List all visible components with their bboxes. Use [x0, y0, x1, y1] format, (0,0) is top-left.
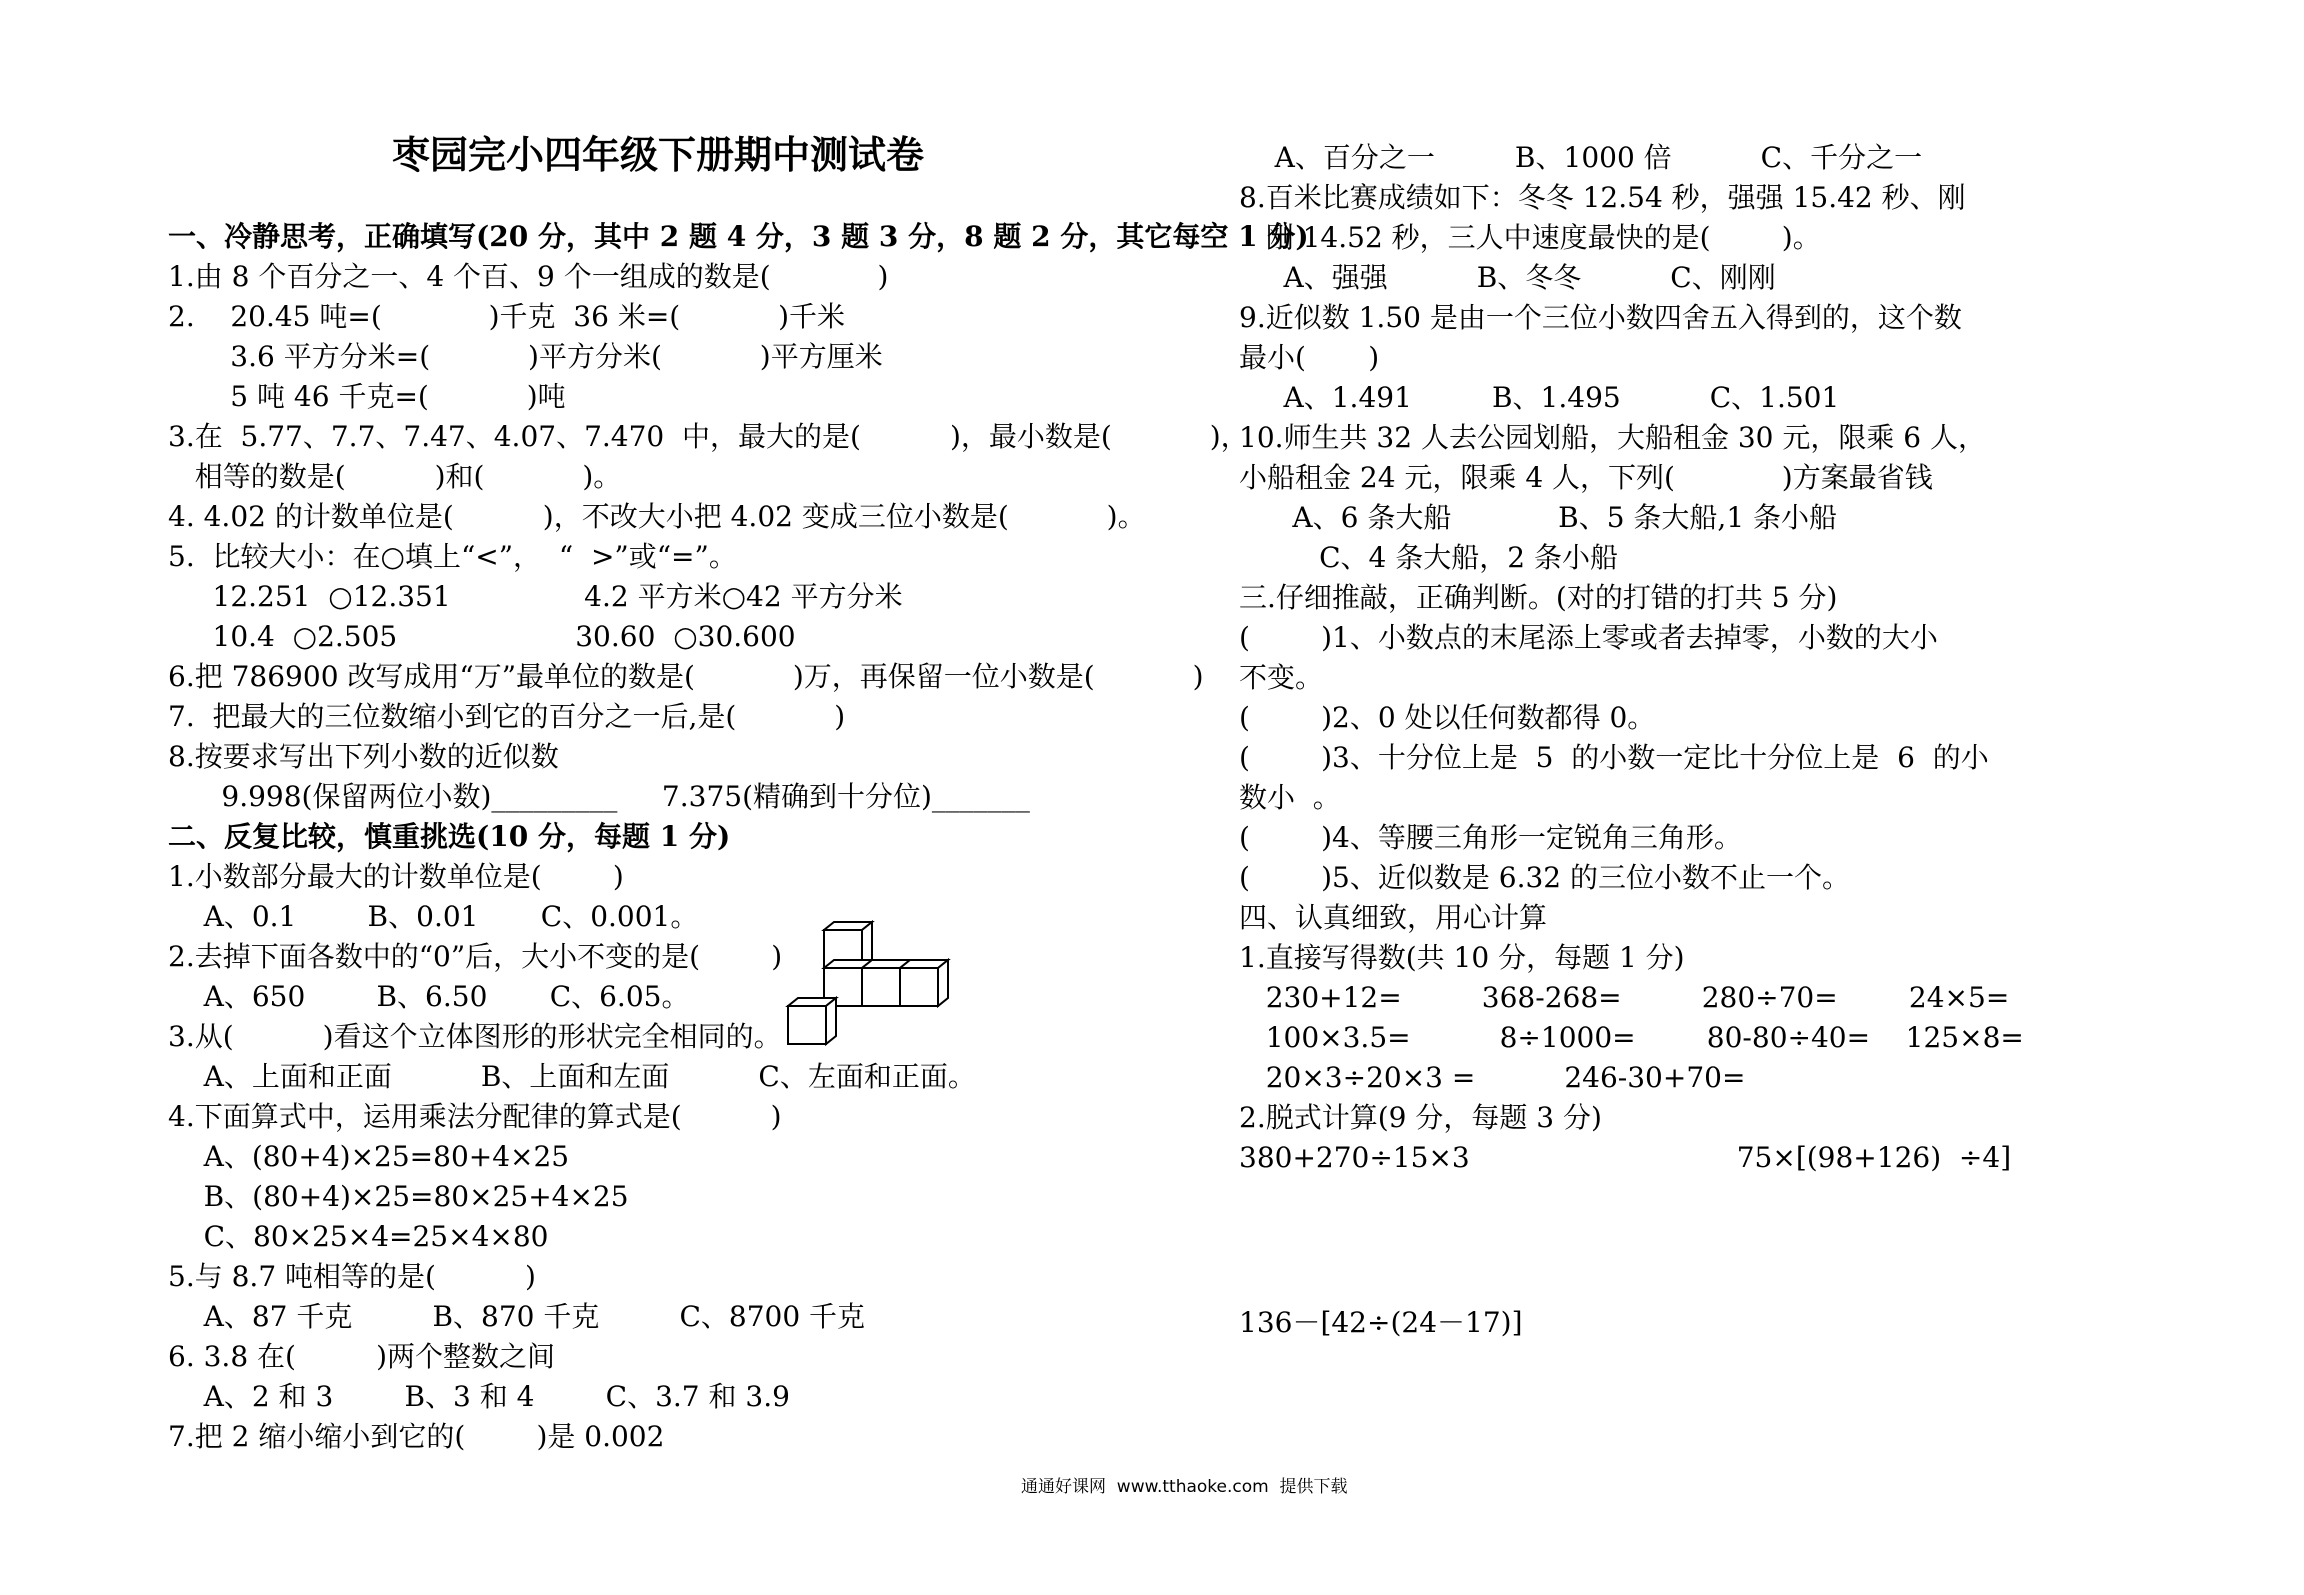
left-line: 相等的数是( )和( )。 — [168, 460, 622, 493]
left-line: 6. 3.8 在( )两个整数之间 — [168, 1340, 555, 1373]
right-line: 2.脱式计算(9 分，每题 3 分) — [1239, 1101, 1602, 1134]
right-line: ( )3、十分位上是 5 的小数一定比十分位上是 6 的小 — [1239, 741, 1989, 774]
left-line: 5. 比较大小：在○填上“<”， “ >”或“=”。 — [168, 540, 737, 573]
left-line: 10.4 ○2.505 30.60 ○30.600 — [168, 620, 796, 653]
right-line: 230+12= 368-268= 280÷70= 24×5= — [1239, 981, 2010, 1014]
right-line: ( )4、等腰三角形一定锐角三角形。 — [1239, 821, 1742, 854]
right-line: 9.近似数 1.50 是由一个三位小数四舍五入得到的，这个数 — [1239, 301, 1962, 334]
left-line: 一、冷静思考，正确填写(20 分，其中 2 题 4 分，3 题 3 分，8 题 2 分，其它每空 1 分) — [168, 220, 1309, 253]
right-line: ( )1、小数点的末尾添上零或者去掉零，小数的大小 — [1239, 621, 1938, 654]
left-line: A、2 和 3 B、3 和 4 C、3.7 和 3.9 — [168, 1380, 790, 1413]
right-line: 10.师生共 32 人去公园划船，大船租金 30 元，限乘 6 人， — [1239, 421, 1987, 454]
right-line: ( )2、0 处以任何数都得 0。 — [1239, 701, 1656, 734]
left-line: C、80×25×4=25×4×80 — [168, 1220, 549, 1253]
right-line: 数小 。 — [1239, 781, 1341, 814]
page-title: 枣园完小四年级下册期中测试卷 — [392, 132, 925, 177]
left-line: 8.按要求写出下列小数的近似数 — [168, 740, 559, 773]
right-line: 小船租金 24 元，限乘 4 人，下列( )方案最省钱 — [1239, 461, 1933, 494]
left-line: 5 吨 46 千克=( )吨 — [168, 380, 566, 413]
left-line: 3.在 5.77、7.7、7.47、4.07、7.470 中，最大的是( )，最小数是( )， — [168, 420, 1249, 453]
left-line: A、0.1 B、0.01 C、0.001。 — [168, 900, 699, 933]
right-line: 最小( ) — [1239, 341, 1380, 374]
cube-figure — [784, 920, 964, 1060]
left-line: 7.把 2 缩小缩小到它的( )是 0.002 — [168, 1420, 665, 1453]
left-line: 12.251 ○12.351 4.2 平方米○42 平方分米 — [168, 580, 903, 613]
footer-text: 通通好课网 www.tthaoke.com 提供下载 — [1021, 1477, 1348, 1497]
right-line: A、百分之一 B、1000 倍 C、千分之一 — [1239, 141, 1923, 174]
right-line: ( )5、近似数是 6.32 的三位小数不止一个。 — [1239, 861, 1851, 894]
left-line: A、87 千克 B、870 千克 C、8700 千克 — [168, 1300, 866, 1333]
left-line: A、上面和正面 B、上面和左面 C、左面和正面。 — [168, 1060, 976, 1093]
right-line: 不变。 — [1239, 661, 1324, 694]
right-line: 380+270÷15×3 75×[(98+126) ÷4] — [1239, 1141, 2012, 1174]
left-line: 二、反复比较，慎重挑选(10 分，每题 1 分) — [168, 820, 731, 853]
left-line: 3.6 平方分米=( )平方分米( )平方厘米 — [168, 340, 883, 373]
left-line: 4.下面算式中，运用乘法分配律的算式是( ) — [168, 1100, 782, 1133]
calc-expression-3: 136－[42÷(24－17)] — [1239, 1306, 1523, 1339]
left-line: 7. 把最大的三位数缩小到它的百分之一后,是( ) — [168, 700, 846, 733]
left-line: 3.从( )看这个立体图形的形状完全相同的。 — [168, 1020, 782, 1053]
left-line: 5.与 8.7 吨相等的是( ) — [168, 1260, 536, 1293]
right-line: 20×3÷20×3 = 246-30+70= — [1239, 1061, 1746, 1094]
right-line: C、4 条大船，2 条小船 — [1239, 541, 1618, 574]
left-line: 4. 4.02 的计数单位是( )，不改大小把 4.02 变成三位小数是( )。 — [168, 500, 1146, 533]
left-line: 1.由 8 个百分之一、4 个百、9 个一组成的数是( ) — [168, 260, 889, 293]
right-line: 8.百米比赛成绩如下：冬冬 12.54 秒，强强 15.42 秒、刚 — [1239, 181, 1966, 214]
left-line: A、(80+4)×25=80+4×25 — [168, 1140, 570, 1173]
right-line: A、1.491 B、1.495 C、1.501 — [1239, 381, 1840, 414]
left-line: B、(80+4)×25=80×25+4×25 — [168, 1180, 629, 1213]
left-line: 2.去掉下面各数中的“0”后，大小不变的是( ) — [168, 940, 783, 973]
right-line: 100×3.5= 8÷1000= 80-80÷40= 125×8= — [1239, 1021, 2024, 1054]
right-line: 刚 14.52 秒，三人中速度最快的是( )。 — [1239, 221, 1821, 254]
right-line: A、6 条大船 B、5 条大船,1 条小船 — [1239, 501, 1838, 534]
right-line: 四、认真细致，用心计算 — [1239, 901, 1548, 934]
right-line: A、强强 B、冬冬 C、刚刚 — [1239, 261, 1776, 294]
left-line: 1.小数部分最大的计数单位是( ) — [168, 860, 624, 893]
left-line: 9.998(保留两位小数)_________ 7.375(精确到十分位)_______ — [168, 780, 1030, 813]
right-line: 三.仔细推敲，正确判断。(对的打错的打共 5 分) — [1239, 581, 1838, 614]
right-line: 1.直接写得数(共 10 分，每题 1 分) — [1239, 941, 1685, 974]
left-line: 2. 20.45 吨=( )千克 36 米=( )千米 — [168, 300, 846, 333]
left-line: 6.把 786900 改写成用“万”最单位的数是( )万，再保留一位小数是( ) — [168, 660, 1204, 693]
left-line: A、650 B、6.50 C、6.05。 — [168, 980, 690, 1013]
